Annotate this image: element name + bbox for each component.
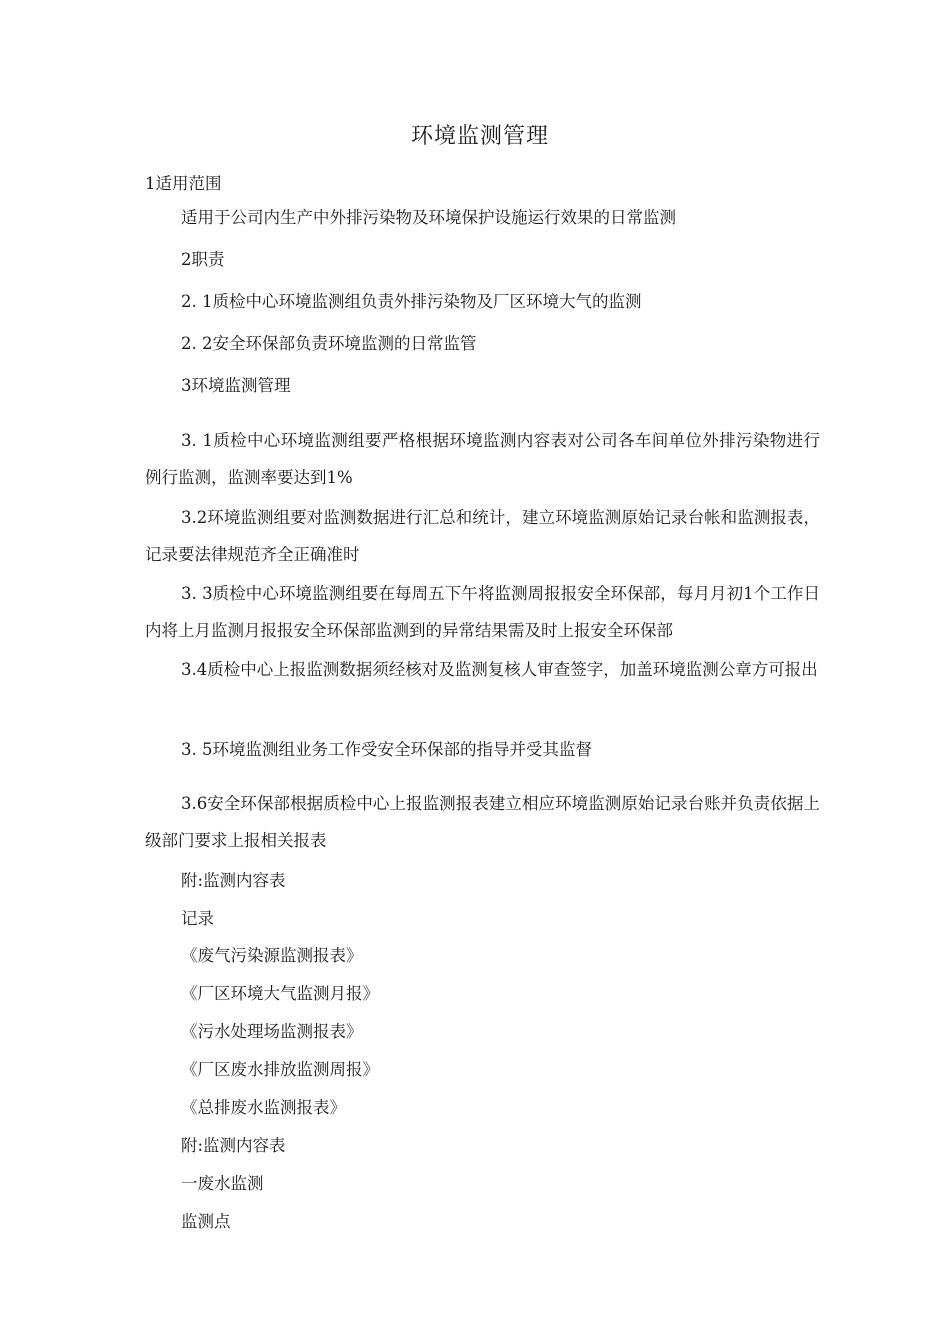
document-title: 环境监测管理 — [410, 124, 549, 149]
record-item: 《污水处理场监测报表》 — [181, 1022, 363, 1041]
section-2-1: 2. 1质检中心环境监测组负责外排污染物及厂区环境大气的监测 — [181, 292, 642, 311]
section-1-heading: 1适用范围 — [145, 174, 222, 193]
section-1-text: 适用于公司内生产中外排污染物及环境保护设施运行效果的日常监测 — [181, 208, 676, 227]
record-item: 《厂区废水排放监测周报》 — [181, 1060, 379, 1079]
section-3-6: 3.6安全环保部根据质检中心上报监测报表建立相应环境监测原始记录台账并负责依据上级部门要求上报相关报表 — [145, 794, 820, 850]
section-3-heading: 3环境监测管理 — [181, 376, 291, 395]
monitoring-points: 监测点 — [181, 1212, 231, 1231]
section-3-4: 3.4质检中心上报监测数据须经核对及监测复核人审查签字，加盖环境监测公章方可报出 — [181, 660, 818, 679]
record-item: 《总排废水监测报表》 — [181, 1098, 346, 1117]
appendix-2: 附:监测内容表 — [181, 1136, 286, 1155]
record-item: 《废气污染源监测报表》 — [181, 946, 363, 965]
appendix-1: 附:监测内容表 — [181, 871, 286, 890]
section-3-1: 3. 1质检中心环境监测组要严格根据环境监测内容表对公司各车间单位外排污染物进行例行监测，监测率要达到1% — [145, 431, 820, 487]
wastewater-heading: 一废水监测 — [181, 1174, 264, 1193]
section-3-2: 3.2环境监测组要对监测数据进行汇总和统计，建立环境监测原始记录台帐和监测报表，记录要法律规范齐全正确准时 — [145, 508, 820, 564]
section-2-heading: 2职责 — [181, 250, 225, 269]
section-3-3: 3. 3质检中心环境监测组要在每周五下午将监测周报报安全环保部，每月月初1个工作日内将上月监测月报报安全环保部监测到的异常结果需及时上报安全环保部 — [145, 584, 820, 640]
section-3-5: 3. 5环境监测组业务工作受安全环保部的指导并受其监督 — [181, 740, 592, 759]
section-2-2: 2. 2安全环保部负责环境监测的日常监管 — [181, 334, 477, 353]
records-heading: 记录 — [181, 909, 214, 928]
record-item: 《厂区环境大气监测月报》 — [181, 984, 379, 1003]
